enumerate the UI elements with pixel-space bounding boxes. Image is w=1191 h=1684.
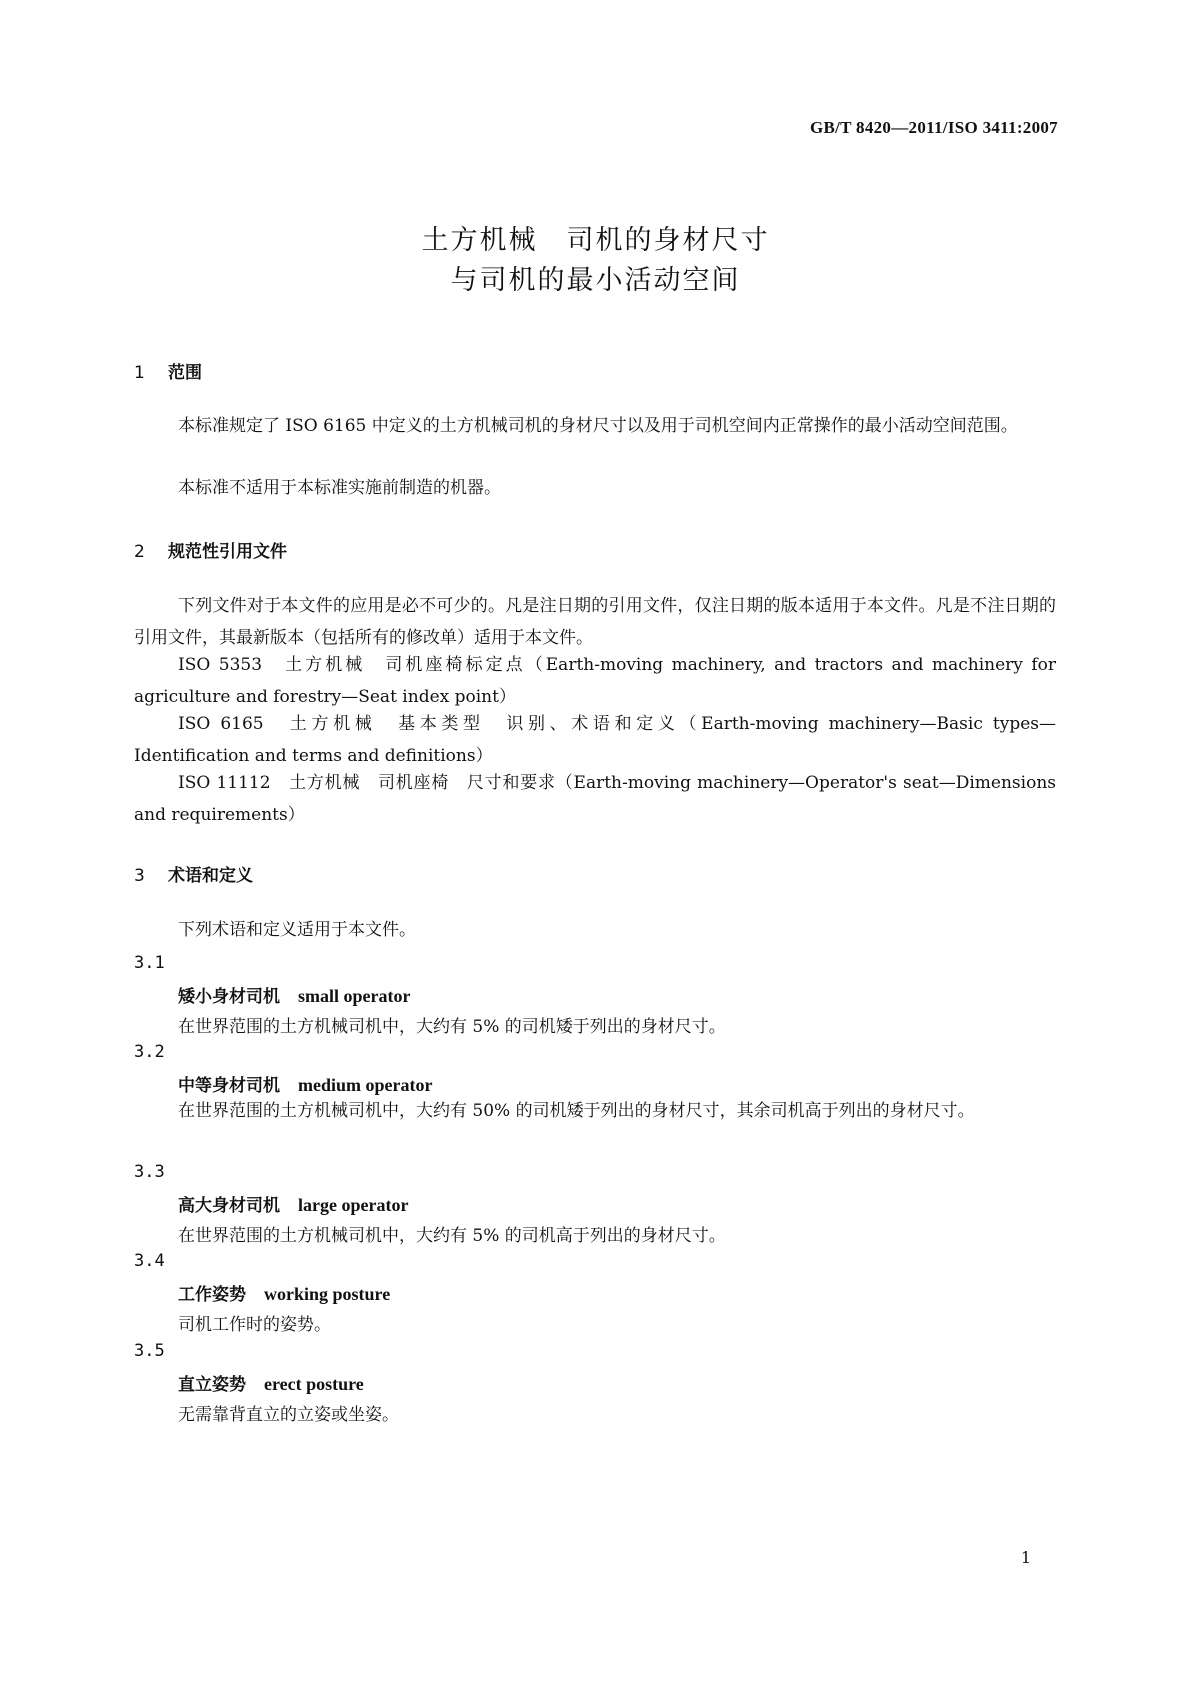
term-en: erect posture [264,1374,364,1394]
section-2-heading [134,537,287,562]
section-title: 规范性引用文件 [168,542,287,562]
normative-reference-item: ISO 11112 土方机械 司机座椅 尺寸和要求（Earth-moving machinery—Operator's seat—Dimensions and requirements） [134,773,1056,825]
section-number: 3 [134,866,145,886]
term-number: 3.1 [134,953,165,973]
term-en: large operator [298,1195,409,1215]
term-zh: 工作姿势 [178,1285,246,1305]
page-number: 1 [1020,1548,1031,1567]
term-zh: 直立姿势 [178,1375,246,1395]
section-2-paragraph: 下列文件对于本文件的应用是必不可少的。凡是注日期的引用文件，仅注日期的版本适用于本文件。凡是不注日期的引用文件，其最新版本（包括所有的修改单）适用于本文件。 [134,596,1056,648]
term-zh: 高大身材司机 [178,1196,280,1216]
term-definition: 在世界范围的土方机械司机中，大约有 5% 的司机高于列出的身材尺寸。 [178,1226,726,1246]
term-heading [178,1370,364,1395]
term-definition: 在世界范围的土方机械司机中，大约有 50% 的司机矮于列出的身材尺寸，其余司机高于列出的身材尺寸。 [178,1101,975,1121]
section-1-heading [134,358,202,383]
standard-number-header: GB/T 8420—2011/ISO 3411:2007 [809,118,1058,137]
term-definition: 在世界范围的土方机械司机中，大约有 5% 的司机矮于列出的身材尺寸。 [178,1017,726,1037]
section-3-heading [134,861,253,886]
term-heading [178,1280,390,1305]
section-number: 2 [134,542,145,562]
term-heading [178,1191,408,1216]
term-zh: 中等身材司机 [178,1076,280,1096]
section-1-paragraph-1: 本标准规定了 ISO 6165 中定义的土方机械司机的身材尺寸以及用于司机空间内正常操作的最小活动空间范围。 [178,416,1018,436]
term-heading [178,982,410,1007]
normative-reference-item: ISO 6165 土方机械 基本类型 识别、术语和定义（Earth-moving machinery—Basic types—Identification and terms and definitions） [134,714,1056,766]
term-heading [178,1071,432,1096]
section-title: 术语和定义 [168,866,253,886]
term-number: 3.4 [134,1251,165,1271]
normative-reference-item: ISO 5353 土方机械 司机座椅标定点（Earth-moving machinery, and tractors and machinery for agriculture and forestry—Seat index point） [134,655,1056,707]
term-definition: 无需靠背直立的立姿或坐姿。 [178,1405,399,1425]
term-number: 3.3 [134,1162,165,1182]
section-title: 范围 [168,363,202,383]
term-en: small operator [298,986,411,1006]
term-en: working posture [264,1284,391,1304]
term-definition: 司机工作时的姿势。 [178,1315,331,1335]
term-zh: 矮小身材司机 [178,987,280,1007]
document-title-line-2: 与司机的最小活动空间 [450,265,741,296]
section-number: 1 [134,363,145,383]
section-3-intro: 下列术语和定义适用于本文件。 [178,920,416,940]
section-1-paragraph-2: 本标准不适用于本标准实施前制造的机器。 [178,478,501,498]
term-en: medium operator [298,1075,433,1095]
term-number: 3.5 [134,1341,165,1361]
term-number: 3.2 [134,1042,165,1062]
document-title-line-1: 土方机械 司机的身材尺寸 [421,225,770,256]
